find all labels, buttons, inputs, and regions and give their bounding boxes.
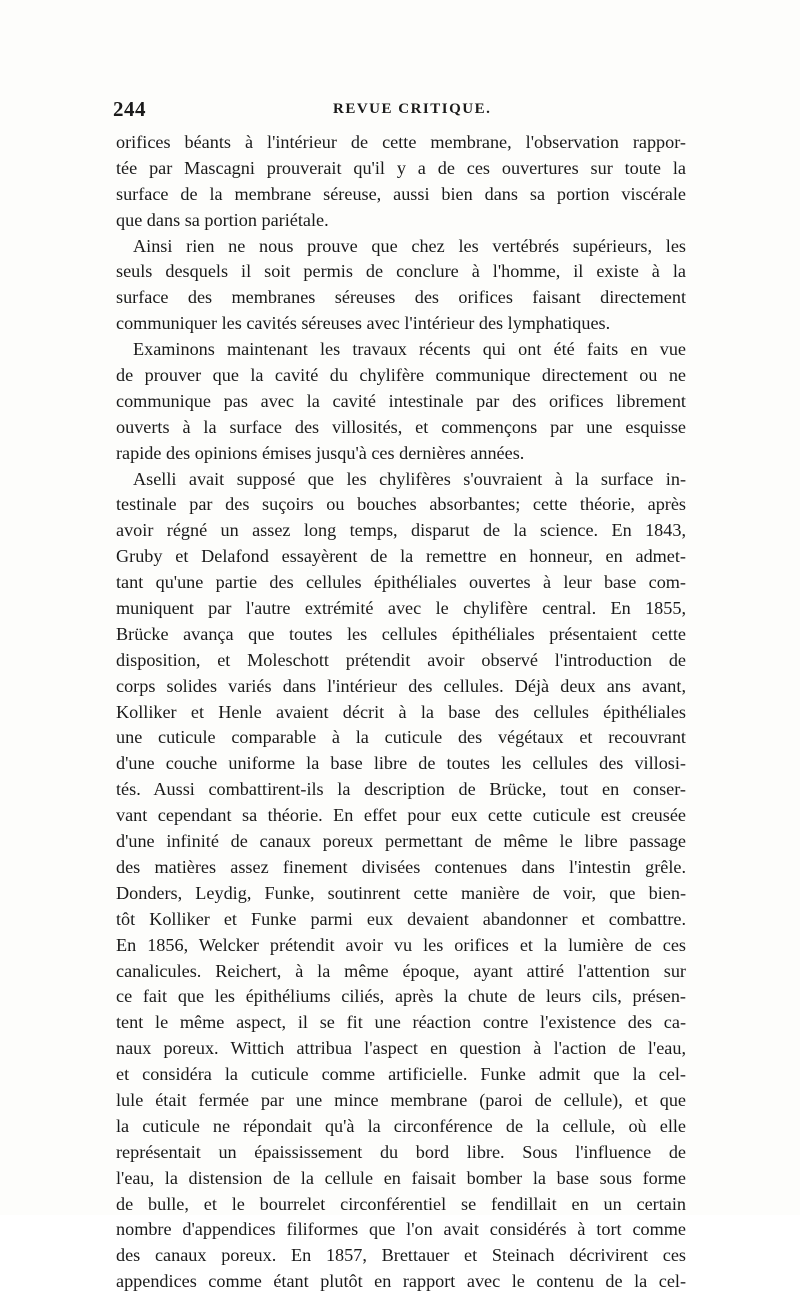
text-line: avoir régné un assez long temps, disparut de la science. En 1843, <box>116 520 686 541</box>
text-line: tés. Aussi combattirent-ils la description de Brücke, tout en conser- <box>116 779 686 800</box>
text-line: que dans sa portion pariétale. <box>116 209 329 230</box>
text-line: vant cependant sa théorie. En effet pour eux cette cuticule est creusée <box>116 805 686 826</box>
text-line: ouverts à la surface des villosités, et commençons par une esquisse <box>116 416 686 437</box>
text-line: orifices béants à l'intérieur de cette membrane, l'observation rappor- <box>116 132 686 152</box>
text-line: Brücke avança que toutes les cellules épithéliales présentaient cette <box>116 623 686 644</box>
text-line: En 1856, Welcker prétendit avoir vu les orifices et la lumière de ces <box>116 934 686 955</box>
text-line: une cuticule comparable à la cuticule des végétaux et recouvrant <box>116 727 686 748</box>
text-line: disposition, et Moleschott prétendit avoir observé l'introduction de <box>116 649 686 670</box>
text-line: tôt Kolliker et Funke parmi eux devaient abandonner et combattre. <box>116 908 686 929</box>
text-line: naux poreux. Wittich attribua l'aspect en question à l'action de l'eau, <box>116 1038 686 1059</box>
text-line: Examinons maintenant les travaux récents qui ont été faits en vue <box>133 339 686 360</box>
text-line: représentait un épaississement du bord libre. Sous l'influence de <box>116 1141 686 1162</box>
text-line: lule était fermée par une mince membrane (paroi de cellule), et que <box>116 1089 686 1110</box>
running-head <box>113 97 688 123</box>
text-line: testinale par des suçoirs ou bouches absorbantes; cette théorie, après <box>116 494 686 515</box>
text-line: tée par Mascagni prouverait qu'il y a de ces ouvertures sur toute la <box>116 157 686 178</box>
text-line: communiquer les cavités séreuses avec l'intérieur des lymphatiques. <box>116 313 611 334</box>
text-line: ce fait que les épithéliums ciliés, après la chute de leurs cils, présen- <box>116 986 686 1007</box>
text-line: surface des membranes séreuses des orifices faisant directement <box>116 287 686 308</box>
text-line: Aselli avait supposé que les chylifères s'ouvraient à la surface in- <box>133 468 686 489</box>
text-line: d'une infinité de canaux poreux permettant de même le libre passage <box>116 831 686 852</box>
text-line: communique pas avec la cavité intestinale par des orifices librement <box>116 390 686 411</box>
text-line: seuls desquels il soit permis de conclure à l'homme, il existe à la <box>116 261 686 282</box>
text-line: canalicules. Reichert, à la même époque, ayant attiré l'attention sur <box>116 960 686 981</box>
text-line: muniquent par l'autre extrémité avec le chylifère central. En 1855, <box>116 598 686 619</box>
text-line: des canaux poreux. En 1857, Brettauer et Steinach décrivirent ces <box>116 1245 686 1266</box>
text-line: de prouver que la cavité du chylifère communique directement ou ne <box>116 365 686 386</box>
text-line: appendices comme étant plutôt en rapport avec le contenu de la cel- <box>116 1271 686 1292</box>
text-line: nombre d'appendices filiformes que l'on avait considérés à tort comme <box>116 1219 686 1240</box>
text-line: tant qu'une partie des cellules épithéliales ouvertes à leur base com- <box>116 572 686 593</box>
text-line: surface de la membrane séreuse, aussi bien dans sa portion viscérale <box>116 183 686 204</box>
body-text <box>116 130 686 1295</box>
journal-title: REVUE CRITIQUE. <box>333 101 492 117</box>
text-line: et considéra la cuticule comme artificielle. Funke admit que la cel- <box>116 1064 686 1085</box>
text-line: Gruby et Delafond essayèrent de la remettre en honneur, en admet- <box>116 546 686 567</box>
text-line: la cuticule ne répondait qu'à la circonférence de la cellule, où elle <box>116 1115 686 1136</box>
text-line: Kolliker et Henle avaient décrit à la base des cellules épithéliales <box>116 701 686 722</box>
text-line: de bulle, et le bourrelet circonférentiel se fendillait en un certain <box>116 1193 686 1214</box>
text-line: corps solides variés dans l'intérieur des cellules. Déjà deux ans avant, <box>116 675 686 696</box>
text-line: tent le même aspect, il se fit une réaction contre l'existence des ca- <box>116 1012 686 1033</box>
text-line: Ainsi rien ne nous prouve que chez les vertébrés supérieurs, les <box>133 235 686 256</box>
text-line: l'eau, la distension de la cellule en faisait bomber la base sous forme <box>116 1167 686 1188</box>
text-line: d'une couche uniforme la base libre de toutes les cellules des villosi- <box>116 753 686 774</box>
text-line: rapide des opinions émises jusqu'à ces dernières années. <box>116 442 525 463</box>
text-line: des matières assez finement divisées contenues dans l'intestin grêle. <box>116 856 686 877</box>
page-number: 244 <box>113 97 146 121</box>
text-line: Donders, Leydig, Funke, soutinrent cette manière de voir, que bien- <box>116 882 686 903</box>
